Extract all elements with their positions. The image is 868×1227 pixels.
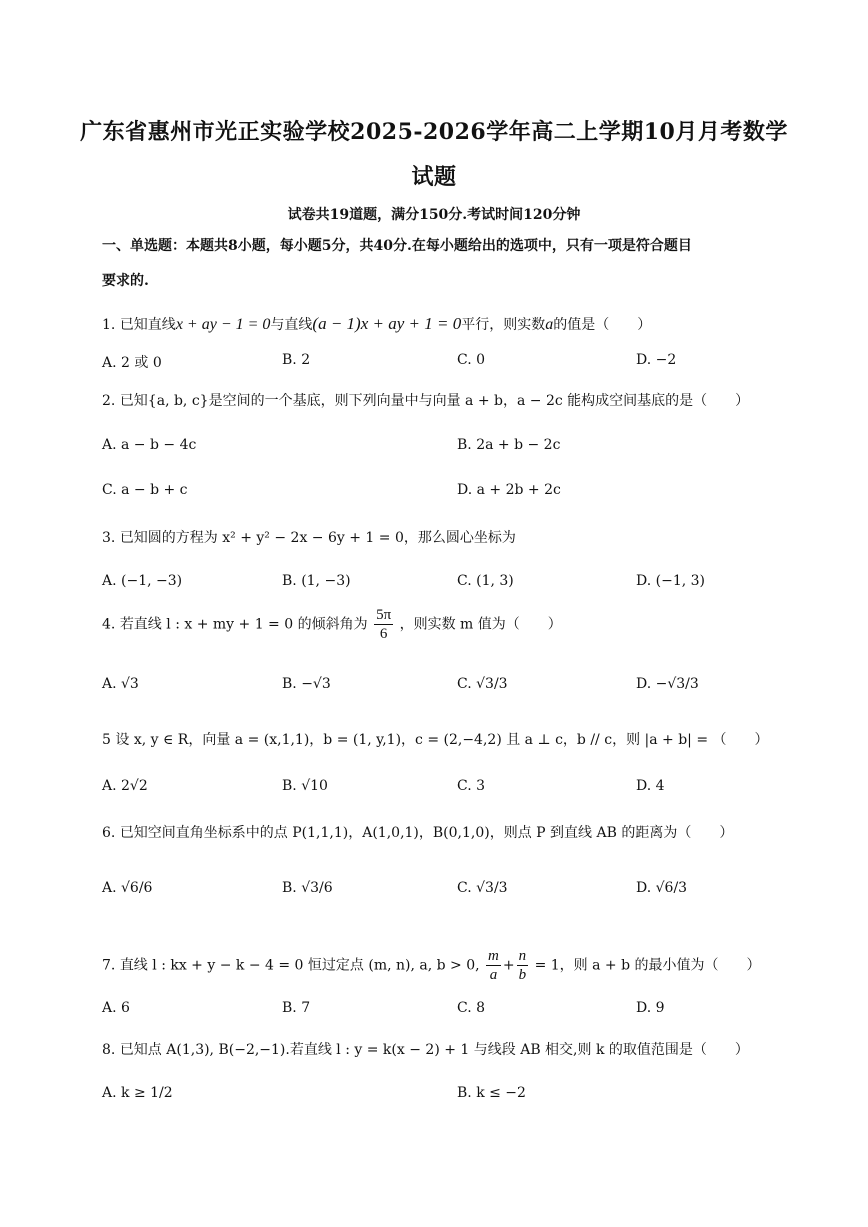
- option-a: A. 2√2: [102, 778, 148, 794]
- option-d: D. 4: [636, 778, 665, 794]
- option-a: A. (−1, −3): [102, 573, 183, 589]
- section-heading: 一、单选题：本题共8小题，每小题5分，共40分.在每小题给出的选项中，只有一项是符合题目: [102, 238, 692, 254]
- fraction-m-over-a: $\frac{m}{a}$: [488, 948, 499, 983]
- option-c: C. (1, 3): [457, 573, 514, 589]
- exam-title-line2: 试题: [411, 164, 457, 190]
- option-b: B. k ≤ −2: [457, 1085, 526, 1101]
- fraction-numerator: 5π: [376, 607, 392, 623]
- option-b: B. 2: [282, 352, 311, 368]
- question-stem: 的值是（ ）: [553, 317, 652, 333]
- option-b: B. √3/6: [282, 880, 333, 896]
- fraction-n-over-b: $\frac{n}{b}$: [518, 948, 527, 983]
- question-stem: 平行，则实数: [461, 317, 546, 333]
- question-stem: 设 x, y ∈ R，向量 a = (x,1,1)，b = (1, y,1)，c = (2,−4,2) 且 a ⊥ c，b // c，则 |a + b| = （ ）: [115, 732, 769, 748]
- option-c: C. 3: [457, 778, 486, 794]
- option-d: D. a + 2b + 2c: [457, 482, 561, 498]
- question-2: [102, 390, 770, 410]
- question-number: 4.: [102, 616, 116, 633]
- question-number: 8.: [102, 1042, 116, 1058]
- option-b: B. √10: [282, 778, 328, 794]
- option-d: D. −√3/3: [636, 676, 699, 692]
- question-number: 3.: [102, 530, 116, 546]
- question-number: 1.: [102, 317, 116, 333]
- option-a: A. 6: [102, 1000, 130, 1016]
- question-stem: 已知直线: [119, 317, 176, 333]
- question-stem: 若直线 l : x + my + 1 = 0 的倾斜角为: [119, 616, 368, 633]
- fraction-denominator: 6: [379, 626, 388, 642]
- question-stem: 已知空间直角坐标系中的点 P(1,1,1)，A(1,0,1)，B(0,1,0)，则点 P 到直线 AB 的距离为（ ）: [119, 825, 734, 841]
- option-c: C. √3/3: [457, 880, 508, 896]
- option-a: A. 2 或 0: [102, 355, 162, 371]
- question-8: [102, 1039, 770, 1059]
- question-number: 5: [102, 732, 111, 748]
- option-a: A. √3: [102, 676, 139, 692]
- option-c: C. a − b + c: [102, 482, 188, 498]
- question-4: [102, 606, 770, 643]
- question-stem: 已知{a, b, c}是空间的一个基底，则下列向量中与向量 a + b，a − 2c 能构成空间基底的是（ ）: [119, 393, 750, 409]
- question-number: 2.: [102, 393, 116, 409]
- option-c: C. 0: [457, 352, 486, 368]
- question-stem: ，则实数 m 值为（ ）: [399, 616, 562, 633]
- question-stem: 已知点 A(1,3), B(−2,−1).若直线 l : y = k(x − 2) + 1 与线段 AB 相交,则 k 的取值范围是（ ）: [119, 1042, 749, 1058]
- question-stem: 与直线: [270, 317, 313, 333]
- option-d: D. (−1, 3): [636, 573, 705, 589]
- option-d: D. −2: [636, 352, 677, 368]
- option-b: B. (1, −3): [282, 573, 351, 589]
- option-c: C. 8: [457, 1000, 486, 1016]
- question-5: [102, 729, 770, 749]
- exam-title: 广东省惠州市光正实验学校2025-2026学年高二上学期10月月考数学: [80, 119, 788, 145]
- option-b: B. 7: [282, 1000, 311, 1016]
- equation: (a − 1)x + ay + 1 = 0: [312, 314, 462, 333]
- fraction: [374, 606, 393, 643]
- option-d: D. √6/3: [636, 880, 688, 896]
- question-1: [102, 314, 770, 334]
- variable: a: [545, 316, 554, 333]
- question-number: 7.: [102, 957, 116, 974]
- option-b: B. 2a + b − 2c: [457, 437, 561, 453]
- option-a: A. k ≥ 1/2: [102, 1085, 173, 1101]
- option-d: D. 9: [636, 1000, 665, 1016]
- question-stem: = 1，则 a + b 的最小值为（ ）: [534, 957, 761, 974]
- question-7: 7. 直线 l : kx + y − k − 4 = 0 恒过定点 (m, n), a, b > 0, $\frac{m}{a}$ + $\frac{n}{b}$ = 1，则 a + b 的最小值为（ ）: [102, 948, 761, 983]
- section-heading-line2: 要求的.: [102, 273, 149, 289]
- option-c: C. √3/3: [457, 676, 508, 692]
- question-number: 6.: [102, 825, 116, 841]
- exam-info: 试卷共19道题，满分150分.考试时间120分钟: [287, 207, 581, 223]
- question-stem: 直线 l : kx + y − k − 4 = 0 恒过定点 (m, n), a, b > 0,: [119, 957, 480, 974]
- question-6: [102, 822, 770, 842]
- option-a: A. √6/6: [102, 880, 153, 896]
- option-a: A. a − b − 4c: [102, 437, 197, 453]
- option-b: B. −√3: [282, 676, 331, 692]
- question-stem: 已知圆的方程为 x² + y² − 2x − 6y + 1 = 0，那么圆心坐标为: [119, 530, 516, 546]
- question-3: [102, 527, 770, 547]
- equation: x + ay − 1 = 0: [175, 316, 271, 333]
